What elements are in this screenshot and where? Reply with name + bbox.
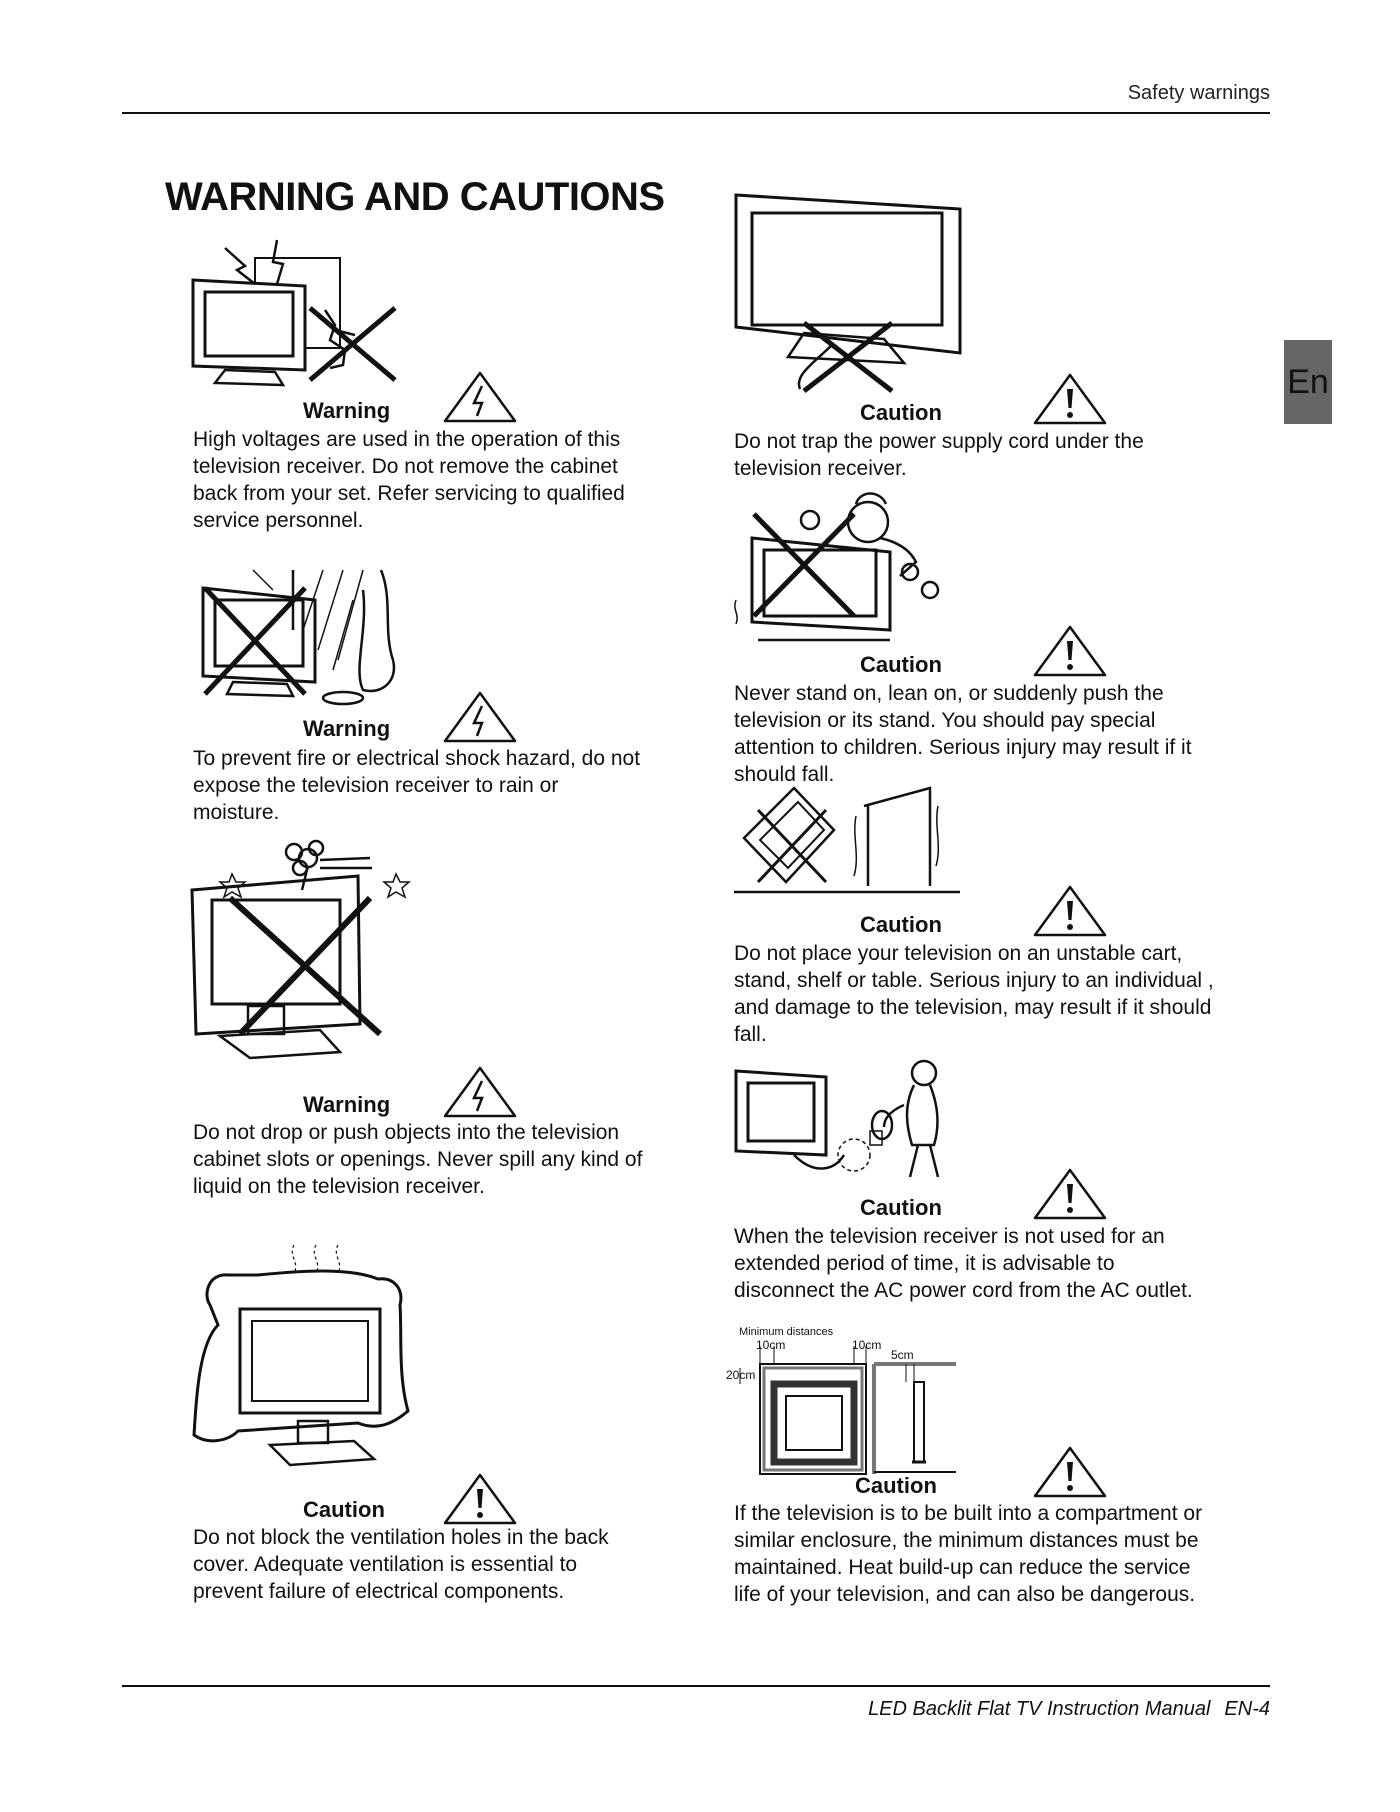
- section-title: Safety warnings: [1127, 82, 1270, 104]
- caution-text: When the television receiver is not used for an extended period of time, it is advisable to disconnect the AC power cord from the AC outlet.: [734, 1225, 1193, 1302]
- language-tab: En: [1284, 340, 1332, 424]
- diagram-title: Minimum distances: [739, 1326, 834, 1338]
- exclamation-warning-icon: [1032, 624, 1108, 678]
- exclamation-warning-icon: [1032, 372, 1108, 426]
- caution-text: Do not trap the power supply cord under the television receiver.: [734, 430, 1144, 480]
- warning-label: Warning: [303, 1092, 391, 1117]
- illustration-objects-liquid: [190, 838, 420, 1058]
- distance-top-right: 10cm: [852, 1338, 882, 1352]
- distance-side: 5cm: [891, 1348, 914, 1362]
- exclamation-warning-icon: [442, 1472, 518, 1526]
- lightning-warning-icon: [442, 690, 518, 744]
- illustration-trapped-cord: [734, 193, 964, 393]
- illustration-unstable-stand: [734, 786, 964, 896]
- exclamation-warning-icon: [1032, 1445, 1108, 1499]
- footer-rule: [122, 1685, 1270, 1687]
- illustration-child-climbing: [730, 490, 960, 645]
- caution-text: If the television is to be built into a compartment or similar enclosure, the minimum distances must be maintained. Heat build-up can reduce the service life of your television, and can also be dangerous.: [734, 1502, 1203, 1606]
- caution-text: Do not place your television on an unstable cart, stand, shelf or table. Serious injury to an individual , and damage to the television, may result if it should fall.: [734, 942, 1214, 1046]
- warning-text: High voltages are used in the operation of this television receiver. Do not remove the cabinet back from your set. Refer servicing to qualified service personnel.: [193, 428, 625, 532]
- illustration-unplug-cord: [734, 1055, 964, 1185]
- caution-label: Caution: [860, 912, 942, 937]
- minimum-distances-diagram: [726, 1326, 971, 1476]
- caution-label: Caution: [860, 400, 942, 425]
- page-footer: [868, 1698, 1270, 1721]
- illustration-blocked-ventilation: [188, 1245, 418, 1470]
- warning-label: Warning: [303, 716, 391, 741]
- page-number: EN-4: [1224, 1698, 1270, 1720]
- caution-text: Do not block the ventilation holes in the back cover. Adequate ventilation is essential to prevent failure of electrical components.: [193, 1526, 609, 1603]
- caution-label: Caution: [855, 1473, 937, 1498]
- page-title: WARNING AND CAUTIONS: [165, 175, 665, 219]
- warning-text: To prevent fire or electrical shock hazard, do not expose the television receiver to rain or moisture.: [193, 747, 641, 824]
- warning-text: Do not drop or push objects into the television cabinet slots or openings. Never spill any kind of liquid on the television receiver.: [193, 1121, 643, 1198]
- caution-label: Caution: [860, 1195, 942, 1220]
- exclamation-warning-icon: [1032, 1167, 1108, 1221]
- caution-label: Caution: [303, 1497, 385, 1522]
- caution-label: Caution: [860, 652, 942, 677]
- exclamation-warning-icon: [1032, 884, 1108, 938]
- illustration-high-voltage: [185, 240, 415, 390]
- distance-left: 20cm: [726, 1368, 756, 1382]
- lightning-warning-icon: [442, 370, 518, 424]
- distance-top-left: 10cm: [756, 1338, 786, 1352]
- warning-label: Warning: [303, 398, 391, 423]
- manual-title: LED Backlit Flat TV Instruction Manual: [868, 1698, 1211, 1720]
- lightning-warning-icon: [442, 1065, 518, 1119]
- header-rule: [122, 112, 1270, 114]
- caution-text: Never stand on, lean on, or suddenly push the television or its stand. You should pay special attention to children. Serious injury may result if it should fall.: [734, 682, 1192, 786]
- illustration-rain-moisture: [193, 570, 413, 710]
